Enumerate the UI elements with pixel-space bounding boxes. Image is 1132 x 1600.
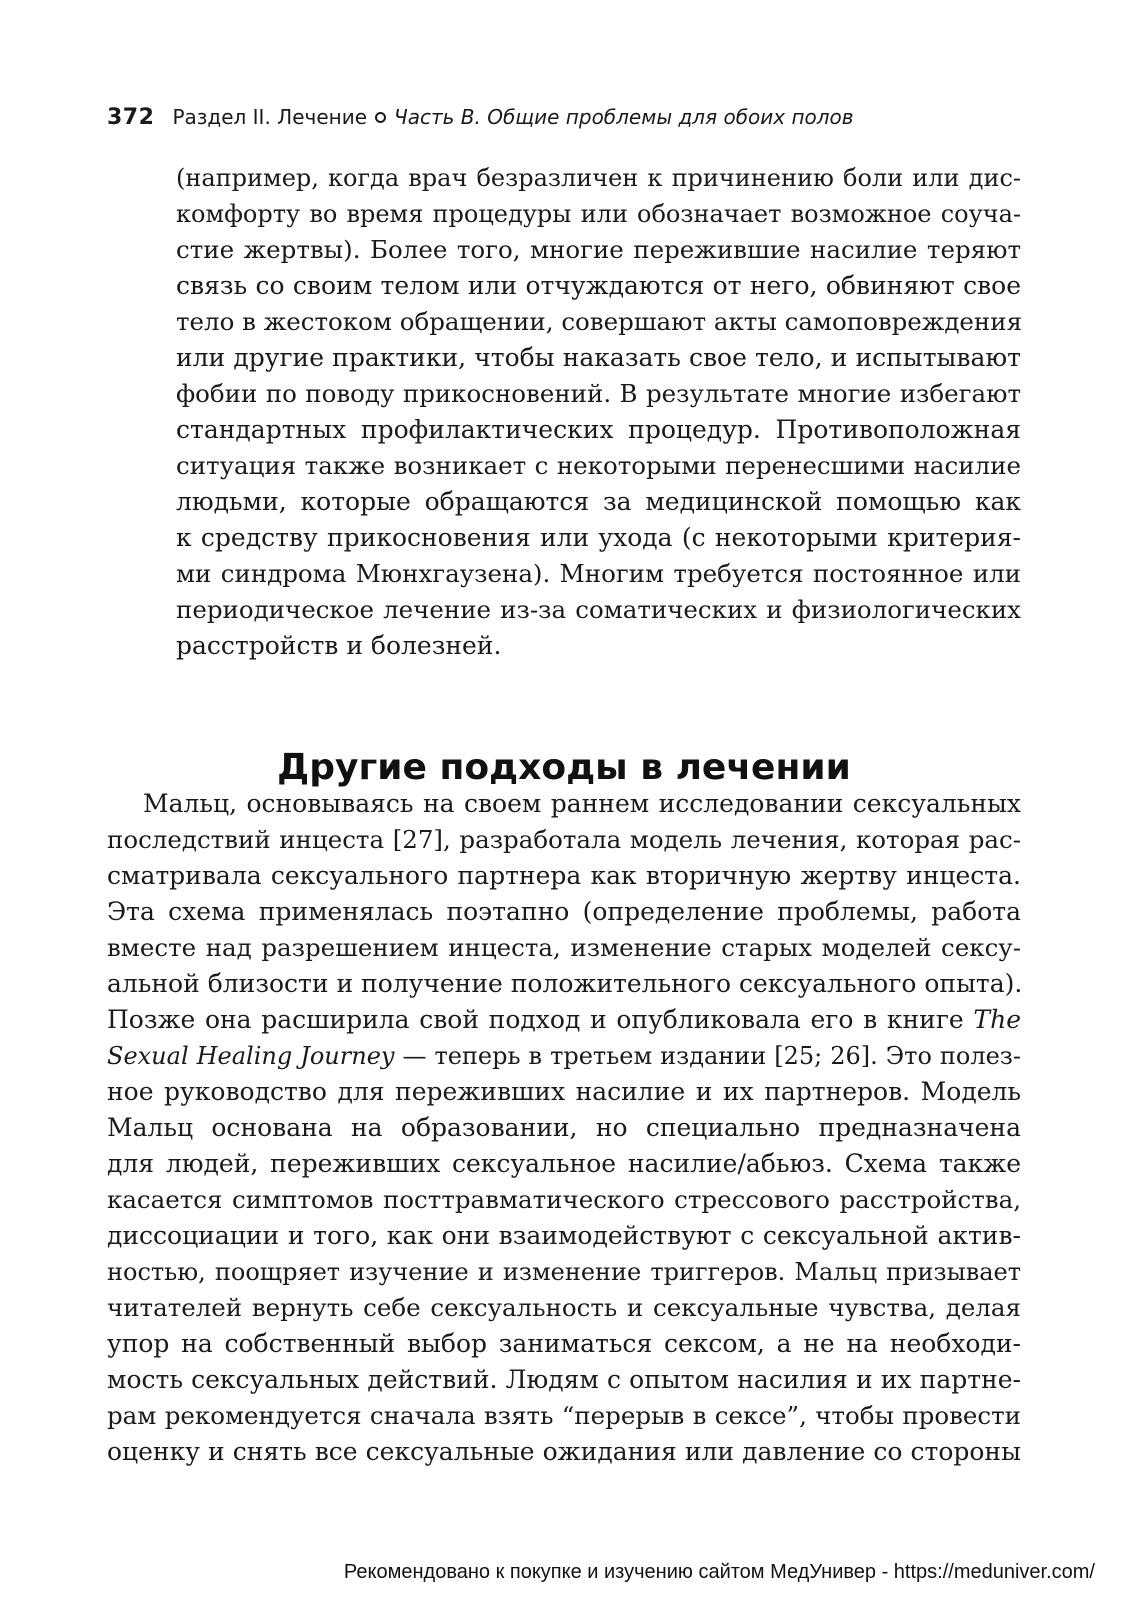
text-line-with-book-title — [107, 1002, 1021, 1038]
text-line: Мальц основана на образовании, но специально предназначена — [107, 1113, 1021, 1142]
text-line: ми синдрома Мюнхгаузена). Многим требуется постоянное или — [176, 559, 1021, 588]
text-line: вместе над разрешением инцеста, изменение старых моделей сексу- — [107, 933, 1021, 962]
text-line: стие жертвы). Более того, многие пережившие насилие теряют — [176, 235, 1021, 264]
text-line: читателей вернуть себе сексуальность и сексуальные чувства, делая — [107, 1293, 1021, 1322]
text-line: или другие практики, чтобы наказать свое тело, и испытывают — [176, 343, 1021, 372]
text-line: для людей, переживших сексуальное насилие/абьюз. Схема также — [107, 1149, 1021, 1178]
text-line: упор на собственный выбор заниматься сексом, а не на необходи- — [107, 1329, 1021, 1358]
running-header — [107, 101, 1027, 133]
text-line: касается симптомов посттравматического стрессового расстройства, — [107, 1185, 1021, 1214]
part-title: Часть B. Общие проблемы для обоих полов — [394, 105, 854, 129]
text-line: ностью, поощряет изучение и изменение триггеров. Мальц призывает — [107, 1258, 1021, 1286]
section-heading: Другие подходы в лечении — [277, 746, 851, 788]
text-line: связь со своим телом или отчуждаются от него, обвиняют свое — [176, 271, 1021, 300]
text-line: Мальц, основываясь на своем раннем исследовании сексуальных — [143, 789, 1021, 818]
section-title: Раздел II. Лечение — [172, 105, 368, 129]
book-title-part: Sexual Healing Journey — [107, 1042, 395, 1070]
text-line: стандартных профилактических процедур. Противоположная — [176, 415, 1021, 444]
text-line: мость сексуальных действий. Людям с опытом насилия и их партне- — [107, 1365, 1021, 1394]
text-line: последствий инцеста [27], разработала модель лечения, которая рас- — [107, 825, 1021, 854]
text-line-with-book-title — [107, 1038, 1021, 1074]
text-line: людьми, которые обращаются за медицинской помощью как — [176, 487, 1021, 516]
text-line: диссоциации и того, как они взаимодействуют с сексуальной актив- — [107, 1221, 1021, 1250]
footer-watermark-text: Рекомендовано к покупке и изучению сайтом МедУнивер - https://meduniver.com/ — [343, 1561, 1095, 1583]
text-line: периодическое лечение из-за соматических и физиологических — [176, 595, 1021, 624]
text-line: ситуация также возникает с некоторыми перенесшими насилие — [176, 451, 1021, 480]
text-line: фобии по поводу прикосновений. В результате многие избегают — [176, 379, 1021, 408]
text-line: сматривала сексуального партнера как вторичную жертву инцеста. — [107, 861, 1021, 890]
text-segment: — теперь в третьем издании [25; 26]. Это полез- — [402, 1042, 1021, 1070]
text-line: оценку и снять все сексуальные ожидания или давление со стороны — [107, 1437, 1021, 1466]
text-segment: Позже она расширила свой подход и опубликовала его в книге — [107, 1005, 964, 1034]
text-line: к средству прикосновения или ухода (с некоторыми критерия- — [176, 523, 1021, 552]
text-line: (например, когда врач безразличен к причинению боли или дис- — [176, 164, 1021, 192]
text-line: рам рекомендуется сначала взять “перерыв в сексе”, чтобы провести — [107, 1401, 1021, 1430]
text-line: тело в жестоком обращении, совершают акты самоповреждения — [176, 307, 1023, 336]
text-line: альной близости и получение положительного сексуального опыта). — [107, 969, 1023, 998]
bullet-separator-icon — [375, 112, 386, 123]
text-line: расстройств и болезней. — [176, 631, 502, 660]
text-line: Эта схема применялась поэтапно (определение проблемы, работа — [107, 897, 1021, 926]
book-title-part: The — [973, 1005, 1021, 1034]
text-line: комфорту во время процедуры или обозначает возможное соуча- — [176, 200, 1021, 228]
page-number: 372 — [107, 105, 155, 130]
text-line: ное руководство для переживших насилие и их партнеров. Модель — [107, 1077, 1021, 1106]
